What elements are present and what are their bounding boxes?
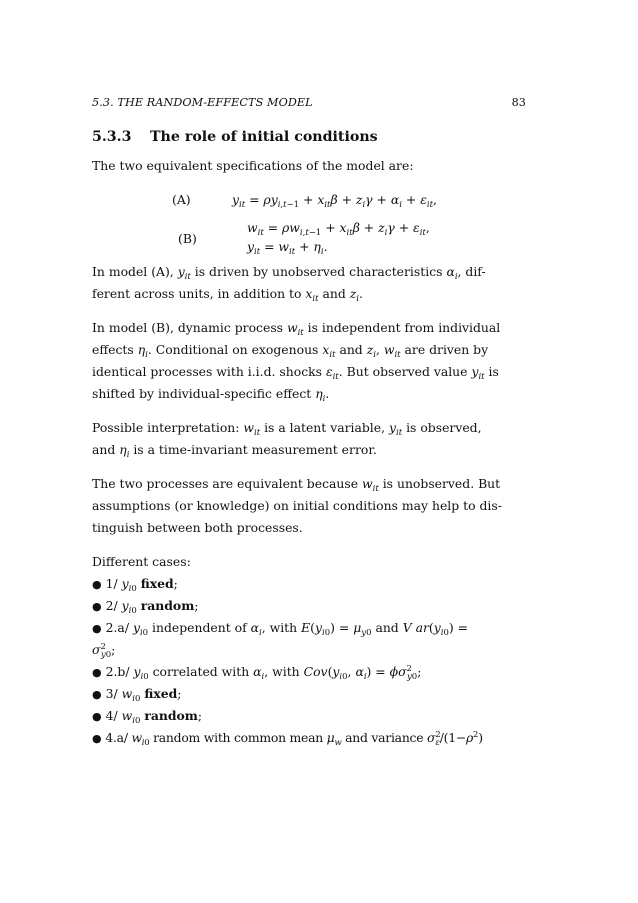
equation-a: $y_{it} = \rho y_{i,t-1} + x_{it}\beta + z_i\gamma + \alpha_i + \varepsilon_{it}$,: [232, 192, 437, 210]
case-1: ● 1/ $y_{i0}$ fixed;: [92, 576, 178, 594]
case-3: ● 3/ $w_{i0}$ fixed;: [92, 686, 182, 704]
section-heading: [92, 129, 378, 145]
bullet-icon: ●: [92, 666, 102, 679]
paragraph-2-line-1: In model (B), dynamic process $w_{it}$ is independent from individual: [92, 320, 501, 338]
paragraph-2-line-4: shifted by individual-specific effect $\eta_i$.: [92, 386, 330, 404]
page-number: 83: [511, 96, 526, 109]
case-4a: ● 4.a/ $w_{i0}$ random with common mean $\mu_w$ and variance $\sigma^2_\varepsilon/(1-\rho^2)$: [92, 730, 483, 748]
running-title: 5.3. THE RANDOM-EFFECTS MODEL: [92, 96, 313, 109]
case-4: ● 4/ $w_{i0}$ random;: [92, 708, 203, 726]
running-header: [92, 96, 526, 109]
paragraph-2-line-2: effects $\eta_i$. Conditional on exogenous $x_{it}$ and $z_i$, $w_{it}$ are driven by: [92, 342, 489, 360]
case-2b: ● 2.b/ $y_{i0}$ correlated with $\alpha_i$, with $Cov(y_{i0}$, $\alpha_i) = \phi\sigma^2_{y0}$;: [92, 664, 422, 682]
paragraph-3-line-1: Possible interpretation: $w_{it}$ is a latent variable, $y_{it}$ is observed,: [92, 420, 482, 438]
equation-a-label: (A): [172, 192, 191, 207]
bullet-icon: ●: [92, 600, 102, 613]
bullet-icon: ●: [92, 732, 102, 745]
section-number: 5.3.3: [92, 129, 132, 145]
case-2a-line-2: $\sigma^2_{y0}$;: [92, 642, 116, 660]
section-title: The role of initial conditions: [150, 129, 378, 145]
equation-b-line2: $y_{it} = w_{it} + \eta_i$.: [247, 239, 328, 257]
paragraph-4-line-1: The two processes are equivalent because $w_{it}$ is unobserved. But: [92, 476, 501, 494]
paragraph-2-line-3: identical processes with i.i.d. shocks $\varepsilon_{it}$. But observed value $y_{it}$ is: [92, 364, 499, 382]
cases-heading: Different cases:: [92, 554, 191, 569]
paragraph-4-line-3: tinguish between both processes.: [92, 520, 303, 535]
case-2a-line-1: ● 2.a/ $y_{i0}$ independent of $\alpha_i$, with $E(y_{i0}) = \mu_{y0}$ and V $ar(y_{i0})$ =: [92, 620, 469, 638]
equation-b-line1: $w_{it} = \rho w_{i,t-1} + x_{it}\beta + z_i\gamma + \varepsilon_{it}$,: [247, 220, 430, 238]
intro-text: The two equivalent specifications of the model are:: [92, 158, 414, 173]
paragraph-1-line-1: In model (A), $y_{it}$ is driven by unobserved characteristics $\alpha_i$, dif-: [92, 264, 486, 282]
equation-b-label: (B): [178, 231, 197, 246]
bullet-icon: ●: [92, 710, 102, 723]
bullet-icon: ●: [92, 578, 102, 591]
paragraph-1-line-2: ferent across units, in addition to $x_{it}$ and $z_i$.: [92, 286, 363, 304]
bullet-icon: ●: [92, 688, 102, 701]
paragraph-3-line-2: and $\eta_i$ is a time-invariant measurement error.: [92, 442, 377, 460]
bullet-icon: ●: [92, 622, 102, 635]
paragraph-4-line-2: assumptions (or knowledge) on initial conditions may help to dis-: [92, 498, 502, 513]
case-2: ● 2/ $y_{i0}$ random;: [92, 598, 199, 616]
